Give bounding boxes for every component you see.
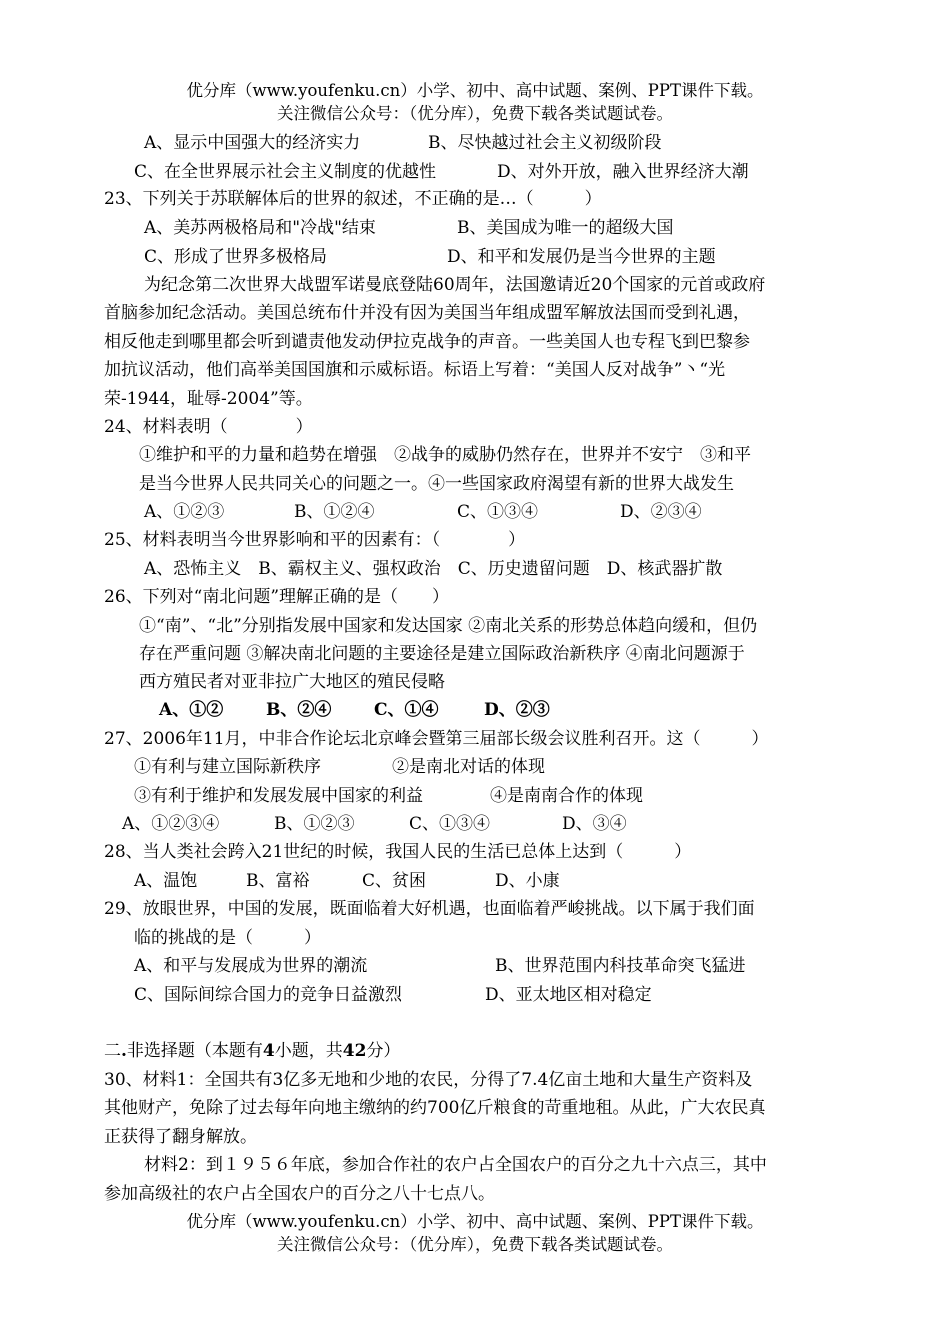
q27-item-4: ④是南南合作的体现 (490, 786, 643, 806)
q22-option-d: D、对外开放，融入世界经济大潮 (497, 162, 749, 182)
q22-option-b: B、尽快越过社会主义初级阶段 (428, 133, 662, 153)
q27-option-b: B、①②③ (274, 814, 355, 834)
q24-line-2: 是当今世界人民共同关心的问题之一。④一些国家政府渴望有新的世界大战发生 (139, 474, 734, 494)
q27-option-a: A、①②③④ (122, 814, 220, 834)
section-2-question-count: 4 (262, 1041, 275, 1061)
q27-stem: 27、2006年11月，中非合作论坛北京峰会暨第三届部长级会议胜利召开。这（ ） (104, 729, 769, 749)
q26-option-a: A、①② (159, 700, 224, 720)
q30-material-1-line-3: 正获得了翻身解放。 (104, 1127, 257, 1147)
q30-material-2-line-1: 材料2：到１９５６年底，参加合作社的农户占全国农户的百分之九十六点三，其中 (144, 1155, 767, 1175)
footer-line-2: 关注微信公众号：（优分库），免费下载各类试题试卷。 (277, 1235, 673, 1254)
q26-option-b: B、②④ (266, 700, 332, 720)
q23-option-c: C、形成了世界多极格局 (144, 247, 328, 267)
q27-item-3: ③有利于维护和发展发展中国家的利益 (134, 786, 423, 806)
q26-line-3: 西方殖民者对亚非拉广大地区的殖民侵略 (139, 672, 445, 692)
section-2-title-dot: . (121, 1041, 127, 1061)
q24-option-b: B、①②④ (294, 502, 375, 522)
q23-option-a: A、美苏两极格局和"冷战"结束 (144, 218, 376, 238)
q29-option-d: D、亚太地区相对稳定 (485, 985, 652, 1005)
q29-stem-line-1: 29、放眼世界，中国的发展，既面临着大好机遇，也面临着严峻挑战。以下属于我们面 (104, 899, 755, 919)
q24-option-c: C、①③④ (457, 502, 539, 522)
q27-option-d: D、③④ (562, 814, 627, 834)
q26-option-c: C、①④ (374, 700, 439, 720)
section-2-title-part-g: 分） (366, 1041, 401, 1061)
q24-line-1: ①维护和平的力量和趋势在增强 ②战争的威胁仍然存在，世界并不安宁 ③和平 (139, 445, 751, 465)
q24-option-a: A、①②③ (144, 502, 225, 522)
q30-material-1-line-1: 30、材料1：全国共有3亿多无地和少地的农民，分得了7.4亿亩土地和大量生产资料及 (104, 1070, 753, 1090)
section-2-total-points: 42 (342, 1041, 367, 1061)
material-line-1: 为纪念第二次世界大战盟军诺曼底登陆60周年，法国邀请近20个国家的元首或政府 (144, 275, 766, 295)
q23-option-d: D、和平和发展仍是当今世界的主题 (447, 247, 716, 267)
section-2-title-part-e: 小题，共 (274, 1041, 343, 1061)
q29-option-b: B、世界范围内科技革命突飞猛进 (495, 956, 746, 976)
q24-stem: 24、材料表明（ ） (104, 417, 313, 437)
footer-line-1: 优分库（www.youfenku.cn）小学、初中、高中试题、案例、PPT课件下载。 (186, 1212, 764, 1231)
material-line-3: 相反他走到哪里都会听到谴责他发动伊拉克战争的声音。一些美国人也专程飞到巴黎参 (104, 332, 750, 352)
q22-option-c: C、在全世界展示社会主义制度的优越性 (134, 162, 437, 182)
material-line-4: 加抗议活动，他们高举美国国旗和示威标语。标语上写着：“美国人反对战争”丶“光 (104, 360, 726, 380)
q29-stem-line-2: 临的挑战的是（ ） (134, 928, 321, 948)
q28-stem: 28、当人类社会跨入21世纪的时候，我国人民的生活已总体上达到（ ） (104, 842, 692, 862)
material-line-5: 荣-1944，耻辱-2004”等。 (104, 389, 313, 409)
q30-material-1-line-2: 其他财产，免除了过去每年向地主缴纳的约700亿斤粮食的苛重地租。从此，广大农民真 (104, 1098, 766, 1118)
q22-option-a: A、显示中国强大的经济实力 (144, 133, 361, 153)
q29-option-a: A、和平与发展成为世界的潮流 (134, 956, 368, 976)
section-2-title (104, 1036, 400, 1061)
q23-stem: 23、下列关于苏联解体后的世界的叙述，不正确的是…（ ） (104, 189, 602, 209)
q28-option-a: A、温饱 (134, 871, 198, 891)
material-line-2: 首脑参加纪念活动。美国总统布什并没有因为美国当年组成盟军解放法国而受到礼遇， (104, 303, 750, 323)
q28-option-c: C、贫困 (362, 871, 427, 891)
q30-material-2-line-2: 参加高级社的农户占全国农户的百分之八十七点八。 (104, 1184, 495, 1204)
q27-item-2: ②是南北对话的体现 (392, 757, 545, 777)
header-line-2: 关注微信公众号：（优分库），免费下载各类试题试卷。 (277, 104, 673, 123)
q26-stem: 26、下列对“南北问题”理解正确的是（ ） (104, 587, 450, 607)
q25-options: A、恐怖主义 B、霸权主义、强权政治 C、历史遗留问题 D、核武器扩散 (144, 559, 723, 579)
q28-option-b: B、富裕 (246, 871, 310, 891)
section-2-title-part-c: 非选择题（本题有 (126, 1041, 263, 1061)
q24-option-d: D、②③④ (620, 502, 702, 522)
q23-option-b: B、美国成为唯一的超级大国 (457, 218, 674, 238)
header-line-1: 优分库（www.youfenku.cn）小学、初中、高中试题、案例、PPT课件下载。 (186, 81, 764, 100)
q26-option-d: D、②③ (484, 700, 550, 720)
q29-option-c: C、国际间综合国力的竞争日益激烈 (134, 985, 403, 1005)
section-2-title-part-a: 二 (104, 1041, 121, 1061)
q26-line-1: ①“南”、“北”分别指发展中国家和发达国家 ②南北关系的形势总体趋向缓和，但仍 (139, 616, 758, 636)
q27-item-1: ①有利与建立国际新秩序 (134, 757, 321, 777)
q27-option-c: C、①③④ (409, 814, 491, 834)
q26-line-2: 存在严重问题 ③解决南北问题的主要途径是建立国际政治新秩序 ④南北问题源于 (139, 644, 745, 664)
q28-option-d: D、小康 (495, 871, 560, 891)
q25-stem: 25、材料表明当今世界影响和平的因素有：（ ） (104, 530, 526, 550)
